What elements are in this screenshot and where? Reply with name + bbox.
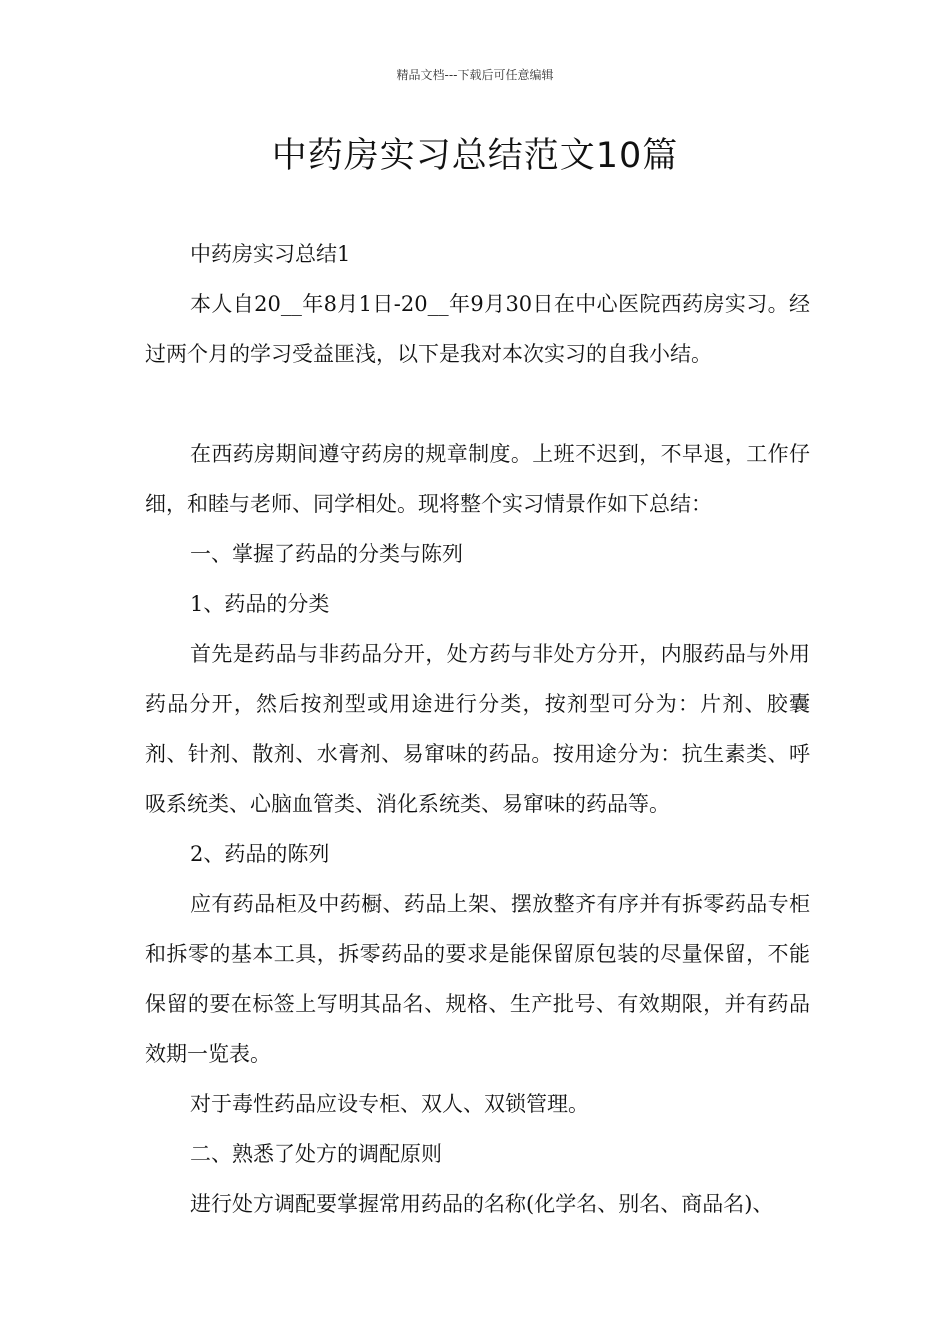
document-body xyxy=(145,229,810,1229)
paragraph: 对于毒性药品应设专柜、双人、双锁管理。 xyxy=(190,1092,589,1116)
paragraph: 应有药品柜及中药橱、药品上架、摆放整齐有序并有拆零药品专柜和拆零的基本工具，拆零药品的要求是能保留原包装的尽量保留，不能保留的要在标签上写明其品名、规格、生产批号、有效期限，并有药品效期一览表。 xyxy=(145,892,810,1066)
paragraph: 本人自20__年8月1日-20__年9月30日在中心医院西药房实习。经过两个月的学习受益匪浅，以下是我对本次实习的自我小结。 xyxy=(145,292,810,366)
subsection-heading: 一、掌握了药品的分类与陈列 xyxy=(190,542,463,566)
paragraph: 进行处方调配要掌握常用药品的名称(化学名、别名、商品名)、 xyxy=(190,1192,774,1216)
paragraph: 在西药房期间遵守药房的规章制度。上班不迟到，不早退，工作仔细，和睦与老师、同学相处。现将整个实习情景作如下总结： xyxy=(145,442,810,516)
subsection-heading: 二、熟悉了处方的调配原则 xyxy=(190,1142,442,1166)
subsection-heading: 2、药品的陈列 xyxy=(190,842,330,866)
subsection-heading: 1、药品的分类 xyxy=(190,592,330,616)
page-header-note: 精品文档---下载后可任意编辑 xyxy=(396,68,554,82)
section-heading: 中药房实习总结1 xyxy=(190,242,351,266)
paragraph: 首先是药品与非药品分开，处方药与非处方分开，内服药品与外用药品分开，然后按剂型或用途进行分类，按剂型可分为：片剂、胶囊剂、针剂、散剂、水膏剂、易窜味的药品。按用途分为：抗生素类、呼吸系统类、心脑血管类、消化系统类、易窜味的药品等。 xyxy=(145,642,810,816)
document-title: 中药房实习总结范文10篇 xyxy=(271,136,679,176)
